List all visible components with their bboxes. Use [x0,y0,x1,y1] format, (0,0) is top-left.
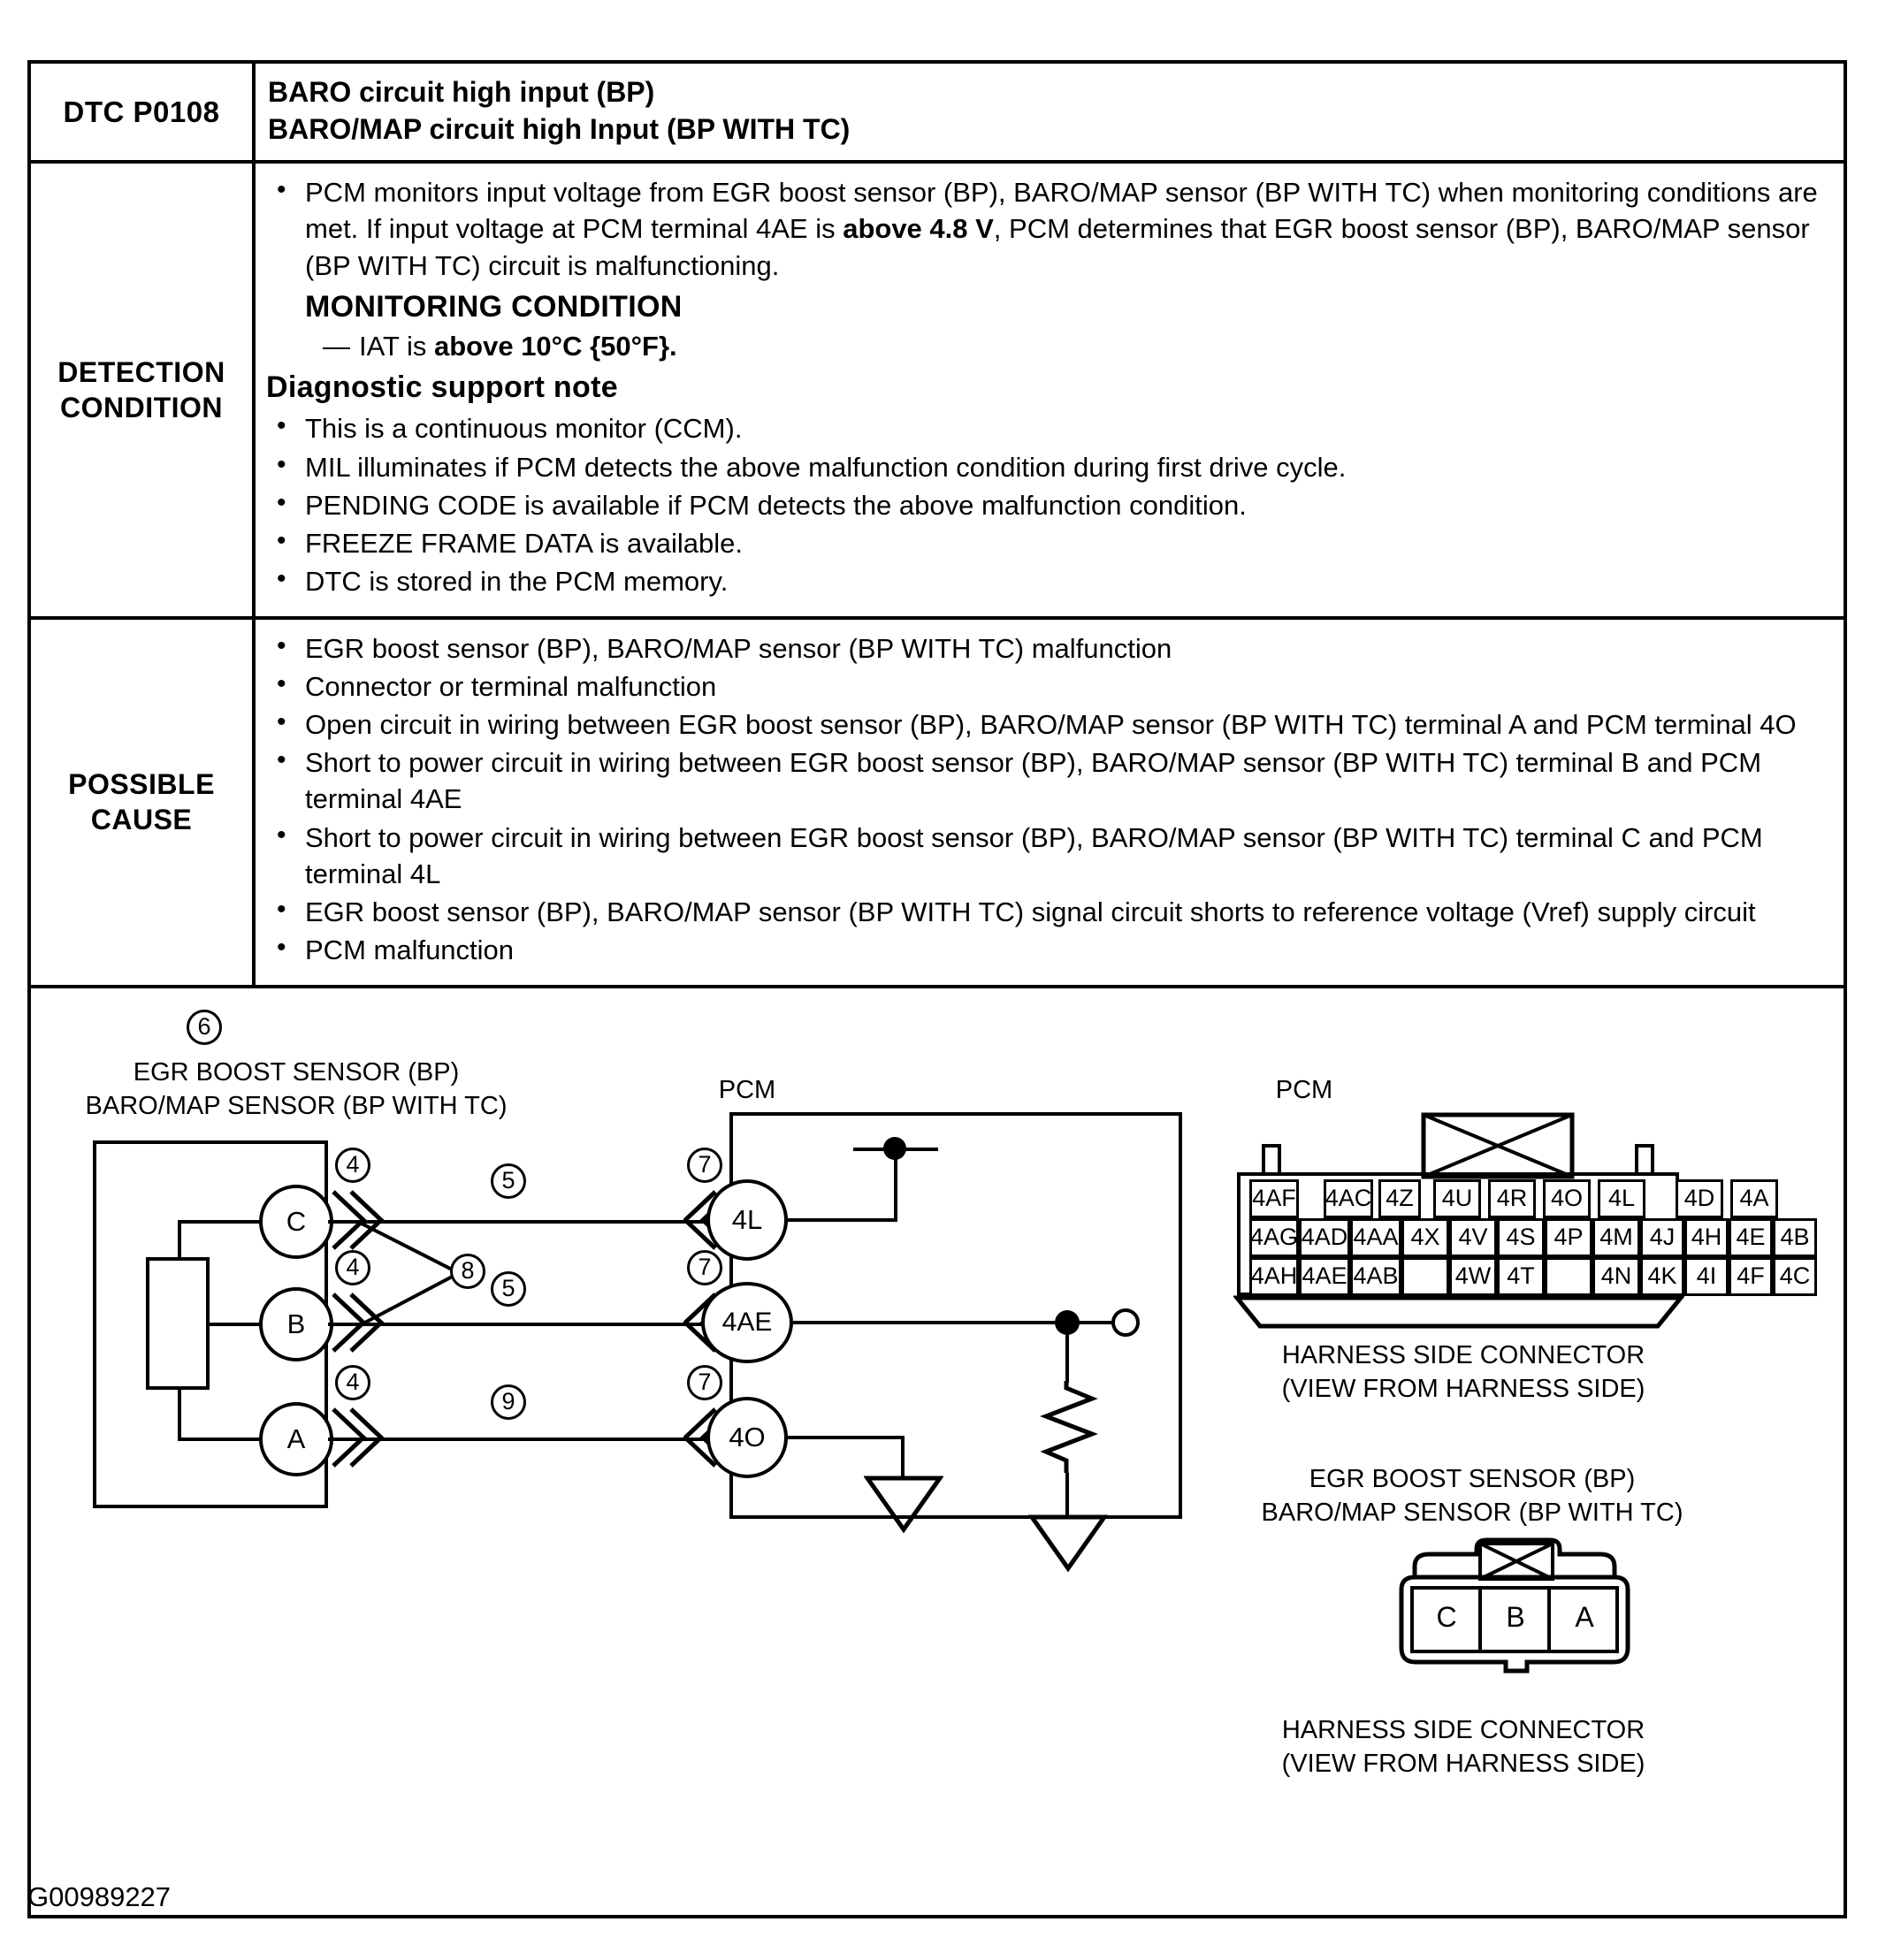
connector-pin-4e: 4E [1729,1218,1773,1257]
sensor-title-line-2: BARO/MAP SENSOR (BP WITH TC) [85,1091,508,1120]
pcm-wire-4ae-h [793,1321,1067,1324]
sensor-connector-title-line-1: EGR BOOST SENSOR (BP) [1309,1464,1636,1493]
sensor-internal-wire-b [208,1323,263,1326]
sensor-internal-wire-a-v [178,1388,181,1441]
connector-pin-4ae: 4AE [1299,1257,1350,1296]
connector-pin-4n: 4N [1592,1257,1640,1296]
list-item: • EGR boost sensor (BP), BARO/MAP sensor (BP WITH TC) signal circuit shorts to reference voltage (Vref) supply circuit [266,894,1828,930]
diagnostic-support-note-heading: Diagnostic support note [266,370,618,405]
pcm-terminal-4l: 4L [706,1179,788,1261]
pcm-wire-4o-h [788,1436,905,1439]
connector-pin-4f: 4F [1729,1257,1773,1296]
pcm-vref-node-dot [883,1137,906,1160]
connector-pin-4l: 4L [1598,1179,1645,1218]
detection-bullet-1-bold: above 4.8 V [843,213,994,245]
connector-pin-4p: 4P [1545,1218,1592,1257]
sensor-connector-pin-b: B [1506,1600,1525,1633]
connector-pin-4x: 4X [1401,1218,1449,1257]
sensor-internal-wire-c-h [178,1220,263,1224]
sensor-internal-wire-a-h [178,1438,263,1441]
pcm-wire-4ae-to-test-point [1078,1321,1115,1324]
possible-cause-label-line-1: POSSIBLE [68,768,215,801]
callout-5-top-icon: 5 [491,1163,526,1199]
connector-pin-4r: 4R [1488,1179,1536,1218]
connector-pin-4v: 4V [1449,1218,1497,1257]
connector-pin-4ah: 4AH [1249,1257,1299,1296]
pcm-wire-4l-v [894,1149,897,1220]
iat-text-bold: above 10°C {50°F}. [433,331,677,362]
connector-pin-4c: 4C [1773,1257,1817,1296]
pcm-terminal-4o: 4O [706,1397,788,1478]
sensor-connector-title-line-2: BARO/MAP SENSOR (BP WITH TC) [1261,1498,1683,1527]
connector-pin-4j: 4J [1640,1218,1684,1257]
connector-pin-4ad: 4AD [1299,1218,1350,1257]
figure-id-code: G00989227 [27,1881,172,1912]
table-row-header [31,64,1844,164]
iat-text-plain: IAT is [359,331,434,362]
callout-4-bottom-icon: 4 [335,1365,370,1400]
callout-5-mid-icon: 5 [491,1271,526,1307]
list-item: • MIL illuminates if PCM detects the above malfunction condition during first drive cycle. [266,449,1828,485]
connector-tab-left [1262,1144,1281,1176]
connector-pin-4ag: 4AG [1249,1218,1299,1257]
sensor-connector-caption-line-1: HARNESS SIDE CONNECTOR [1281,1715,1645,1744]
list-item: • FREEZE FRAME DATA is available. [266,525,1828,561]
pcm-wire-4o-v [901,1436,905,1478]
connector-pin-4a: 4A [1730,1179,1778,1218]
pcm-wire-resistor-bottom [1065,1473,1069,1517]
sensor-connector-pin-a: A [1575,1600,1594,1633]
table-row-wiring-diagram [31,988,1844,1915]
connector-pin-4z: 4Z [1378,1179,1421,1218]
list-item: • Connector or terminal malfunction [266,668,1828,705]
connector-pin-4u: 4U [1433,1179,1481,1218]
callout-6-icon: 6 [187,1010,222,1045]
list-item: • This is a continuous monitor (CCM). [266,410,1828,446]
connector-pin-4aa: 4AA [1350,1218,1401,1257]
pcm-test-point-circle [1111,1308,1140,1337]
ground-symbol-right-icon [1028,1514,1108,1574]
list-item: • DTC is stored in the PCM memory. [266,563,1828,599]
connector-pin-4i: 4I [1684,1257,1729,1296]
list-item: • Open circuit in wiring between EGR boost sensor (BP), BARO/MAP sensor (BP WITH TC) terminal A and PCM terminal 4O [266,706,1828,743]
callout-8-icon: 8 [450,1254,485,1289]
connector-tab-right [1635,1144,1654,1176]
list-item [266,174,1828,284]
connector-pin-4m: 4M [1592,1218,1640,1257]
table-row-possible-cause [31,620,1844,988]
dtc-title-line-1: BARO circuit high input (BP) [268,76,655,108]
callout-4-mid-icon: 4 [335,1250,370,1285]
monitoring-condition-heading: MONITORING CONDITION [305,289,683,324]
table-row-detection-condition [31,164,1844,619]
connector-keyway-icon [1421,1112,1575,1179]
connector-pin-4s: 4S [1497,1218,1545,1257]
connector-pin-4ab: 4AB [1350,1257,1401,1296]
list-item: • PCM malfunction [266,932,1828,968]
callout-7-mid-icon: 7 [687,1250,722,1285]
sensor-terminal-c: C [259,1185,333,1259]
callout-9-icon: 9 [491,1384,526,1420]
possible-cause-label-line-2: CAUSE [90,804,193,836]
pcm-connector-caption-line-2: (VIEW FROM HARNESS SIDE) [1281,1374,1645,1403]
connector-pin-4ac: 4AC [1324,1179,1373,1218]
list-item: • EGR boost sensor (BP), BARO/MAP sensor (BP WITH TC) malfunction [266,630,1828,667]
connector-pin-4o: 4O [1543,1179,1591,1218]
connector-pin-4k: 4K [1640,1257,1684,1296]
connector-pin-4d: 4D [1676,1179,1723,1218]
sensor-terminal-b: B [259,1287,333,1361]
list-item: • Short to power circuit in wiring between EGR boost sensor (BP), BARO/MAP sensor (BP WITH TC) terminal C and PCM terminal 4L [266,820,1828,892]
connector-arrow-4-bottom [332,1407,393,1471]
possible-cause-content [256,620,1844,985]
pcm-wire-4l-h [788,1218,897,1222]
sensor-connector-pin-c: C [1436,1600,1457,1633]
pcm-terminal-4ae: 4AE [701,1282,793,1363]
pcm-wire-resistor-top [1065,1330,1069,1383]
callout-7-top-icon: 7 [687,1148,722,1183]
wiring-diagram [31,988,1844,1915]
detection-condition-label [31,164,256,615]
possible-cause-label [31,620,256,985]
list-item: • PENDING CODE is available if PCM detects the above malfunction condition. [266,487,1828,523]
dash-glyph: — [323,331,350,362]
connector-pin-4h: 4H [1684,1218,1729,1257]
sensor-internal-wire-c-v [178,1220,181,1261]
sensor-element-outline [146,1257,210,1390]
pcm-connector-caption-line-1: HARNESS SIDE CONNECTOR [1281,1340,1645,1369]
pulldown-resistor-icon [1037,1379,1101,1476]
detection-label-line-2: CONDITION [59,391,224,423]
list-item: • Short to power circuit in wiring between EGR boost sensor (BP), BARO/MAP sensor (BP WITH TC) terminal B and PCM terminal 4AE [266,744,1828,817]
detection-bullet-1-part-2: , PCM determines that EGR boost sensor (BP), BARO/MAP sensor (BP WITH TC) circuit is malfunctioning. [305,213,1810,281]
callout-7-bottom-icon: 7 [687,1365,722,1400]
dtc-code-label: DTC P0108 [31,64,256,160]
dtc-table [27,60,1847,1918]
possible-cause-list [266,630,1828,969]
connector-bottom-flange [1233,1294,1684,1330]
connector-pin-4b: 4B [1773,1218,1817,1257]
diagnostic-support-note-list [266,410,1828,599]
connector-pin-blank-2 [1545,1257,1592,1296]
connector-pin-4af: 4AF [1249,1179,1299,1218]
pcm-label-right: PCM [1275,1075,1333,1104]
pcm-label-left: PCM [718,1075,776,1104]
connector-pin-4t: 4T [1497,1257,1545,1296]
sensor-connector-caption-line-2: (VIEW FROM HARNESS SIDE) [1281,1749,1645,1778]
dtc-title-cell [256,64,1844,160]
connector-pin-4w: 4W [1449,1257,1497,1296]
callout-4-top-icon: 4 [335,1148,370,1183]
sensor-title-line-1: EGR BOOST SENSOR (BP) [133,1057,460,1087]
detection-label-line-1: DETECTION [57,355,225,388]
ground-symbol-4o-icon [864,1475,943,1535]
dtc-title-line-2: BARO/MAP circuit high Input (BP WITH TC) [268,112,851,145]
connector-pin-blank-1 [1401,1257,1449,1296]
monitoring-condition-item [323,328,1828,364]
detection-bullet-1-part-1: PCM monitors input voltage from EGR boost sensor (BP), BARO/MAP sensor (BP WITH TC) when monitoring conditions are met. If input voltage at PCM terminal 4AE is [305,177,1818,245]
sensor-terminal-a: A [259,1402,333,1476]
detection-condition-content [256,164,1844,615]
detection-bullet-list [266,174,1828,284]
